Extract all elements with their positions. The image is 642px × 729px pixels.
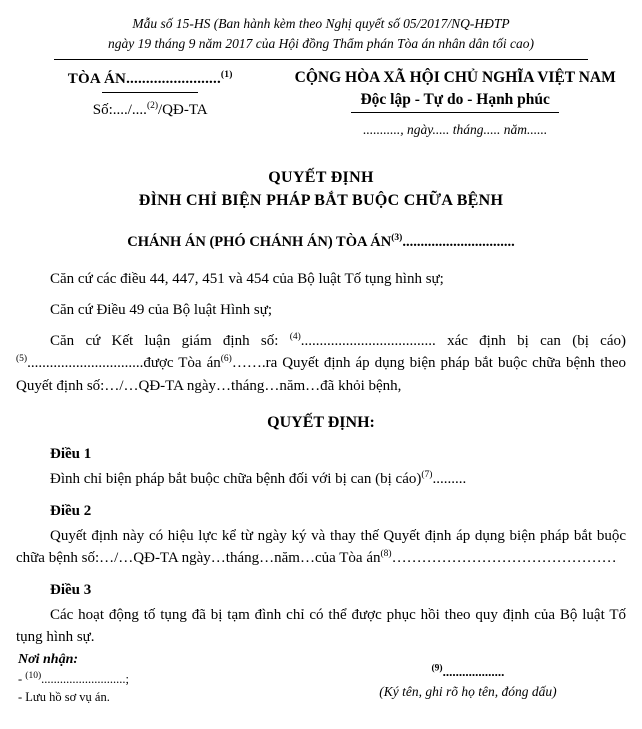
signature-instruction: (Ký tên, ghi rõ họ tên, đóng dấu) [379, 683, 557, 699]
letterhead-right [284, 69, 626, 138]
footnote-marker-4: (4) [289, 331, 301, 342]
form-reference [16, 0, 626, 53]
document-number-suffix: /QĐ-TA [158, 102, 208, 119]
article-1-text [16, 468, 626, 491]
article-2-text-b: ……………………………………… [391, 550, 617, 567]
court-footnote-marker: (1) [220, 70, 233, 81]
legal-basis-3-text-d: …….ra Quyết định áp dụng biện pháp bắt buộc chữa bệnh theo Quyết định số:…/…QĐ-TA ngày…tháng…năm…đã khỏi bệnh, [16, 355, 627, 394]
court-underline [102, 92, 198, 93]
page-title: QUYẾT ĐỊNH [268, 169, 374, 187]
letterhead-left [16, 69, 284, 138]
footnote-marker-7: (7) [421, 470, 433, 481]
recipient-item-1 [18, 670, 310, 689]
legal-basis-3-text-c: ...............................được Tòa án [27, 355, 221, 372]
court-name-line [16, 71, 284, 88]
legal-basis-3-text-a: Căn cứ Kết luận giám định số: [50, 332, 290, 349]
document-body [16, 268, 626, 649]
signature-dots: ................... [442, 663, 505, 679]
article-2-text-a: Quyết định này có hiệu lực kể từ ngày ký và thay thế Quyết định áp dụng biện pháp bắt buộc chữa bệnh số:…/…QĐ-TA ngày…tháng…năm…của Tòa án [16, 527, 626, 567]
footnote-marker-10: (10) [25, 670, 42, 681]
legal-basis-item-1: Căn cứ các điều 44, 447, 451 và 454 của Bộ luật Tố tụng hình sự; [50, 271, 444, 288]
article-1-text-b: ......... [432, 471, 467, 488]
date-line: ..........., ngày..... tháng..... năm...... [363, 122, 548, 138]
article-1-heading: Điều 1 [50, 446, 92, 463]
recipient-1-dots: ...........................; [41, 671, 129, 686]
national-title: CỘNG HÒA XÃ HỘI CHỦ NGHĨA VIỆT NAM [294, 69, 616, 87]
article-2-text [16, 525, 626, 570]
form-reference-line-2: ngày 19 tháng 9 năm 2017 của Hội đồng Thẩm phán Tòa án nhân dân tối cao) [108, 35, 534, 51]
footnote-marker-9: (9) [431, 663, 443, 674]
motto-underline [351, 112, 559, 113]
footnote-marker-6: (6) [220, 354, 232, 365]
page-subtitle: ĐÌNH CHỈ BIỆN PHÁP BẮT BUỘC CHỮA BỆNH [138, 192, 504, 210]
header-divider [54, 59, 588, 60]
legal-basis-item-3 [16, 330, 626, 398]
document-number-line [16, 102, 284, 119]
court-label: TÒA ÁN [67, 71, 127, 88]
article-3-heading: Điều 3 [50, 581, 92, 598]
recipients-title: Nơi nhận: [18, 651, 79, 667]
document-footer [16, 652, 626, 708]
article-1-text-a: Đình chỉ biện pháp bắt buộc chữa bệnh đối với bị can (bị cáo) [50, 471, 422, 488]
issuer-footnote-marker: (3) [391, 233, 403, 244]
letterhead [16, 69, 626, 138]
decision-heading: QUYẾT ĐỊNH: [267, 414, 375, 432]
signature-block [310, 652, 626, 700]
document-number-footnote-marker: (2) [146, 101, 159, 112]
form-reference-line-1: Mẫu số 15-HS (Ban hành kèm theo Nghị quyết số 05/2017/NQ-HĐTP [132, 16, 510, 31]
footnote-marker-5: (5) [16, 354, 28, 365]
legal-basis-3-text-b: .................................... xác định bị can (bị cáo) [300, 332, 626, 349]
issuer-dots: ............................... [402, 234, 515, 251]
recipient-item-2: - Lưu hồ sơ vụ án. [18, 690, 110, 705]
document-number-prefix: Số:..../.... [92, 102, 147, 119]
legal-basis-item-2: Căn cứ Điều 49 của Bộ luật Hình sự; [50, 301, 273, 318]
recipient-1-dash: - [18, 671, 26, 686]
footnote-marker-8: (8) [380, 549, 392, 560]
national-motto: Độc lập - Tự do - Hạnh phúc [360, 91, 550, 109]
article-2-heading: Điều 2 [50, 502, 92, 519]
signature-placeholder [310, 664, 626, 680]
issuer-title-label: CHÁNH ÁN (PHÓ CHÁNH ÁN) TÒA ÁN [127, 234, 392, 251]
issuer-title-line [16, 234, 626, 251]
recipients-block [16, 652, 310, 708]
article-3-text: Các hoạt động tố tụng đã bị tạm đình chỉ có thể được phục hồi theo quy định của Bộ luật Tố tụng hình sự. [16, 606, 626, 646]
court-dots: ........................ [126, 71, 221, 88]
